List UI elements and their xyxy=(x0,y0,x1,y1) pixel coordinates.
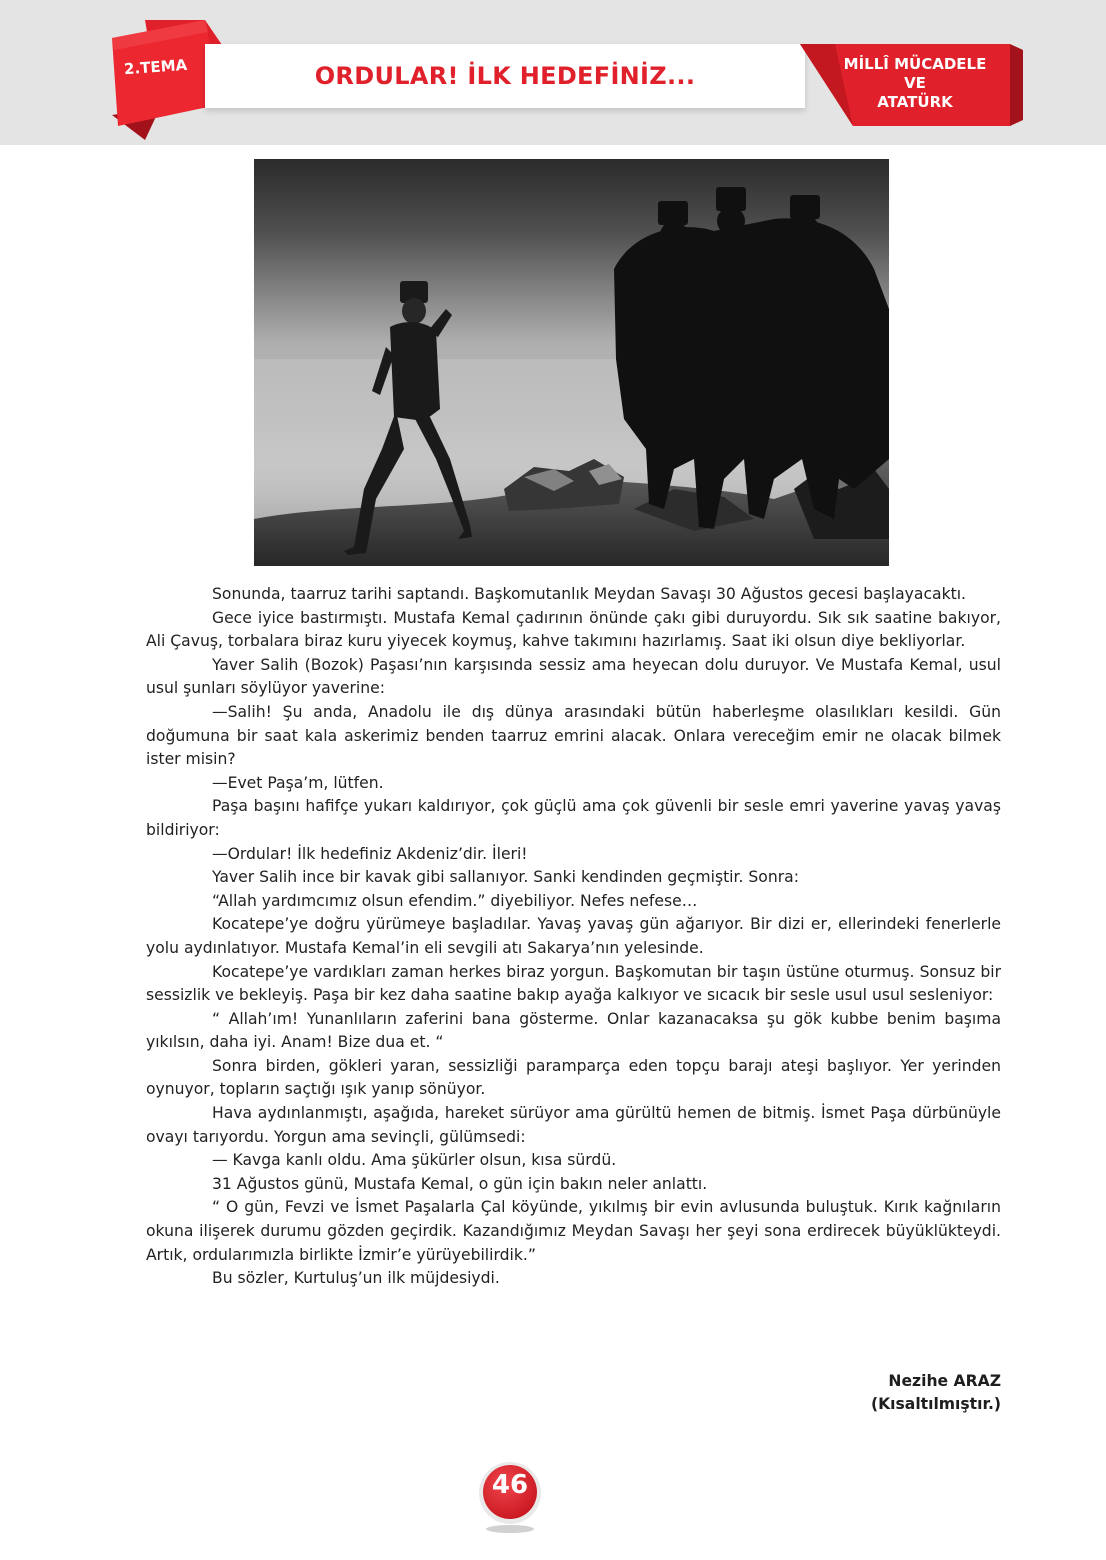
story-paragraph: Gece iyice bastırmıştı. Mustafa Kemal çadırının önünde çakı gibi duruyordu. Sık sık saatine bakıyor, Ali Çavuş, torbalara biraz kuru yiyecek koymuş, kahve takımını hazırlamış. Saat iki olsun diye bekliyorlar. xyxy=(146,608,1001,651)
story-paragraph: Yaver Salih (Bozok) Paşası’nın karşısında sessiz ama heyecan dolu duruyor. Ve Mustafa Kemal, usul usul şunları söylüyor yaverine: xyxy=(146,655,1001,698)
story-paragraph: “Allah yardımcımız olsun efendim.” diyebiliyor. Nefes nefese… xyxy=(212,891,698,910)
abridged-note: (Kısaltılmıştır.) xyxy=(870,1395,1001,1413)
story-paragraph: “ Allah’ım! Yunanlıların zaferini bana gösterme. Onlar kazanacaksa şu gök kubbe benim başıma yıkılsın, daha iyi. Anam! Bize dua et. “ xyxy=(146,1009,1001,1052)
theme-name xyxy=(830,55,1000,112)
story-paragraph: Sonra birden, gökleri yaran, sessizliği paramparça eden topçu barajı ateşi başlıyor. Yer yerinden oynuyor, topların saçtığı ışık yanıp sönüyor. xyxy=(146,1056,1001,1099)
story-paragraph: Bu sözler, Kurtuluş’un ilk müjdesiydi. xyxy=(212,1269,500,1288)
story-paragraph: Kocatepe’ye doğru yürümeye başladılar. Yavaş yavaş gün ağarıyor. Bir dizi er, ellerindeki fenerlerle yolu aydınlatıyor. Mustafa Kemal’in eli sevgili atı Sakarya’nın yelesinde. xyxy=(146,915,1001,957)
theme-line-3: ATATÜRK xyxy=(877,93,953,111)
page-number: 46 xyxy=(491,1470,529,1500)
author-block xyxy=(700,1370,1001,1416)
story-paragraph: —Salih! Şu anda, Anadolu ile dış dünya arasındaki bütün haberleşme olasılıkları kesildi. Gün doğumuna bir saat kala askerimiz benden taarruz emrini alacak. Onlara vereceğim emir ne olacak bilmek ister misin? xyxy=(146,702,1001,769)
historical-photo xyxy=(254,159,889,566)
story-paragraph: “ O gün, Fevzi ve İsmet Paşalarla Çal köyünde, yıkılmış bir evin avlusunda buluştuk. Kırık kağnıların okuna ilişerek durumu gözden geçirdik. Kazandığımız Meydan Savaşı her şeyi sona erdirecek büyüklükteydi. Artık, ordularımızla birlikte İzmir’e yürüyebilirdik.” xyxy=(146,1198,1001,1264)
story-text xyxy=(146,583,1001,1291)
story-paragraph: Kocatepe’ye vardıkları zaman herkes biraz yorgun. Başkomutan bir taşın üstüne oturmuş. Sonsuz bir sessizlik ve bekleyiş. Paşa bir kez daha saatine bakıp ayağa kalkıyor ve sıcacık bir sesle usul usul sesleniyor: xyxy=(146,962,1001,1005)
story-paragraph: 31 Ağustos günü, Mustafa Kemal, o gün için bakın neler anlattı. xyxy=(212,1174,708,1193)
story-paragraph: Hava aydınlanmıştı, aşağıda, hareket sürüyor ama gürültü hemen de bitmiş. İsmet Paşa dürbünüyle ovayı tarıyordu. Yorgun ama sevinçli, gülümsedi: xyxy=(146,1104,1001,1146)
story-paragraph: — Kavga kanlı oldu. Ama şükürler olsun, kısa sürdü. xyxy=(212,1151,617,1170)
story-paragraph: —Ordular! İlk hedefiniz Akdeniz’dir. İleri! xyxy=(212,844,528,863)
page-title: ORDULAR! İLK HEDEFİNİZ... xyxy=(314,62,696,90)
story-paragraph: —Evet Paşa’m, lütfen. xyxy=(212,773,384,792)
author-name: Nezihe ARAZ xyxy=(888,1372,1001,1390)
story-paragraph: Paşa başını hafifçe yukarı kaldırıyor, çok güçlü ama çok güvenli bir sesle emri yaverine yavaş yavaş bildiriyor: xyxy=(146,797,1001,839)
theme-line-1: MİLLÎ MÜCADELE xyxy=(843,55,987,73)
story-paragraph: Sonunda, taarruz tarihi saptandı. Başkomutanlık Meydan Savaşı 30 Ağustos gecesi başlayacaktı. xyxy=(212,585,967,603)
tema-label: 2.TEMA xyxy=(123,55,188,79)
theme-line-2: VE xyxy=(904,74,926,92)
story-paragraph: Yaver Salih ince bir kavak gibi sallanıyor. Sanki kendinden geçmiştir. Sonra: xyxy=(212,868,799,887)
